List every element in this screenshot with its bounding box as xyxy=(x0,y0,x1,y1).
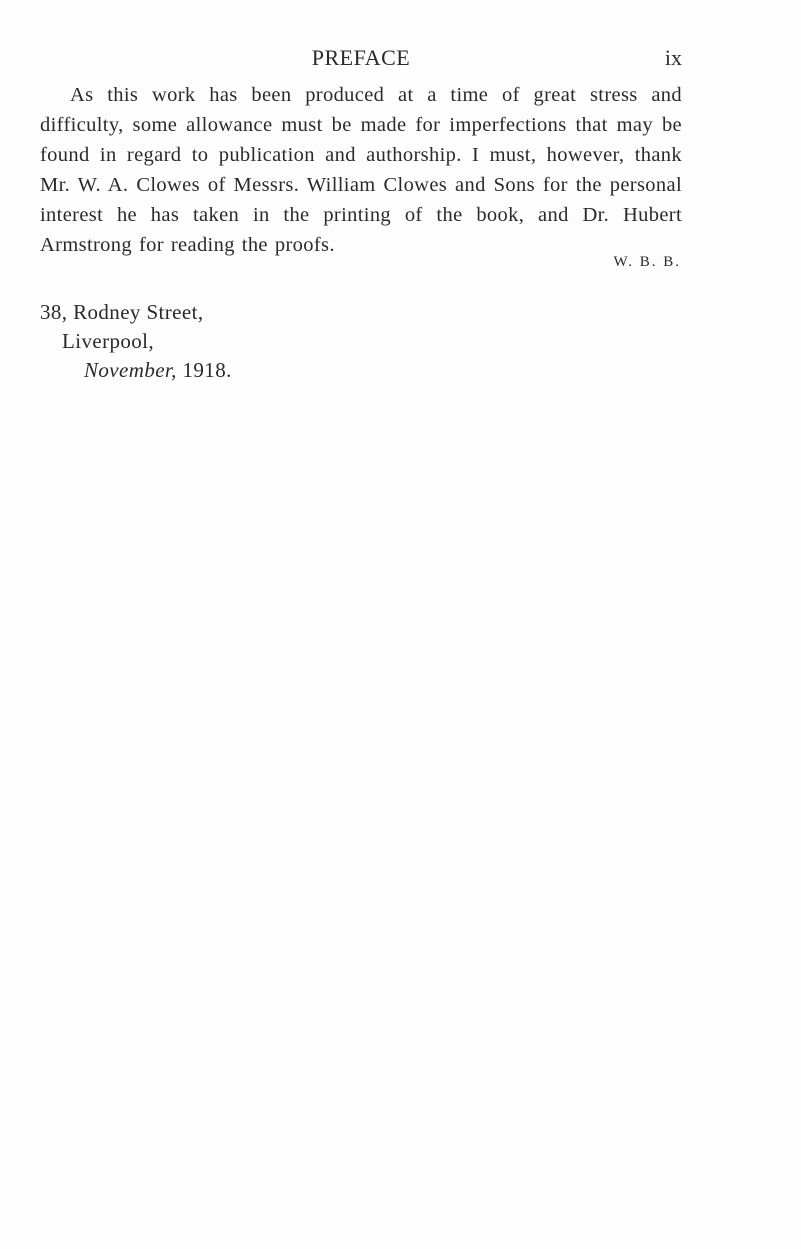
address-street: 38, Rodney Street, xyxy=(40,300,204,324)
page-title: PREFACE xyxy=(311,45,411,70)
date-month: November, xyxy=(84,358,177,382)
address-city: Liverpool, xyxy=(62,329,155,353)
running-head xyxy=(40,45,682,75)
preface-paragraph: As this work has been produced at a time of great stress and difficulty, some allowance must be made for imperfections that may be found in regard to publication and authorship. I must, however, thank Mr. W. A. Clowes of Messrs. William Clowes and Sons for the personal interest he has taken in the printing of the book, and Dr. Hubert Armstrong for reading the proofs. xyxy=(40,84,682,256)
address-block xyxy=(40,298,232,385)
author-initials: W. B. B. xyxy=(613,254,681,270)
page-number: ix xyxy=(664,45,682,70)
address-date xyxy=(40,356,232,385)
date-year: 1918. xyxy=(176,358,232,382)
